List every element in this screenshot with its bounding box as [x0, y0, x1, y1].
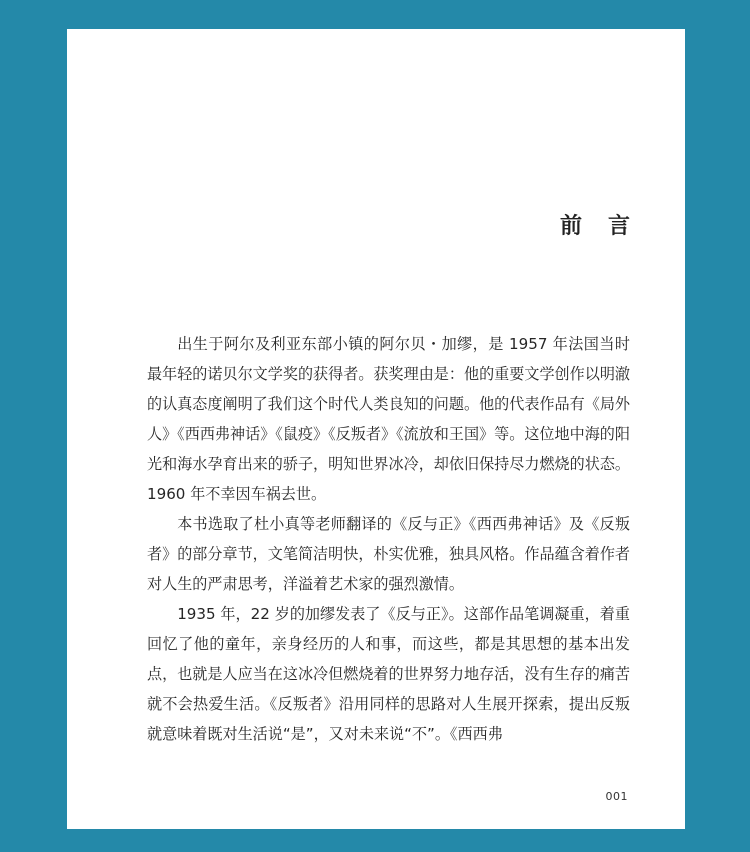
page-number: 001 — [605, 790, 628, 803]
page-title: 前言 — [559, 213, 656, 239]
paragraph-1: 出生于阿尔及利亚东部小镇的阿尔贝・加缪，是 1957 年法国当时最年轻的诺贝尔文学奖的获得者。获奖理由是：他的重要文学创作以明澈的认真态度阐明了我们这个时代人类良知的问题。他的代表作品有《局外人》《西西弗神话》《鼠疫》《反叛者》《流放和王国》等。这位地中海的阳光和海水孕育出来的骄子，明知世界冰冷，却依旧保持尽力燃烧的状态。1960 年不幸因车祸去世。 — [147, 335, 631, 503]
book-page — [67, 29, 685, 829]
paragraph-3: 1935 年，22 岁的加缪发表了《反与正》。这部作品笔调凝重，着重回忆了他的童年，亲身经历的人和事，而这些，都是其思想的基本出发点，也就是人应当在这冰冷但燃烧着的世界努力地存活，没有生存的痛苦就不会热爱生活。《反叛者》沿用同样的思路对人生展开探索，提出反叛就意味着既对生活说“是”，又对未来说“不”。《西西弗 — [147, 605, 631, 743]
paragraph-2: 本书选取了杜小真等老师翻译的《反与正》《西西弗神话》及《反叛者》的部分章节，文笔简洁明快，朴实优雅，独具风格。作品蕴含着作者对人生的严肃思考，洋溢着艺术家的强烈激情。 — [147, 515, 631, 593]
preface-body — [147, 329, 630, 749]
